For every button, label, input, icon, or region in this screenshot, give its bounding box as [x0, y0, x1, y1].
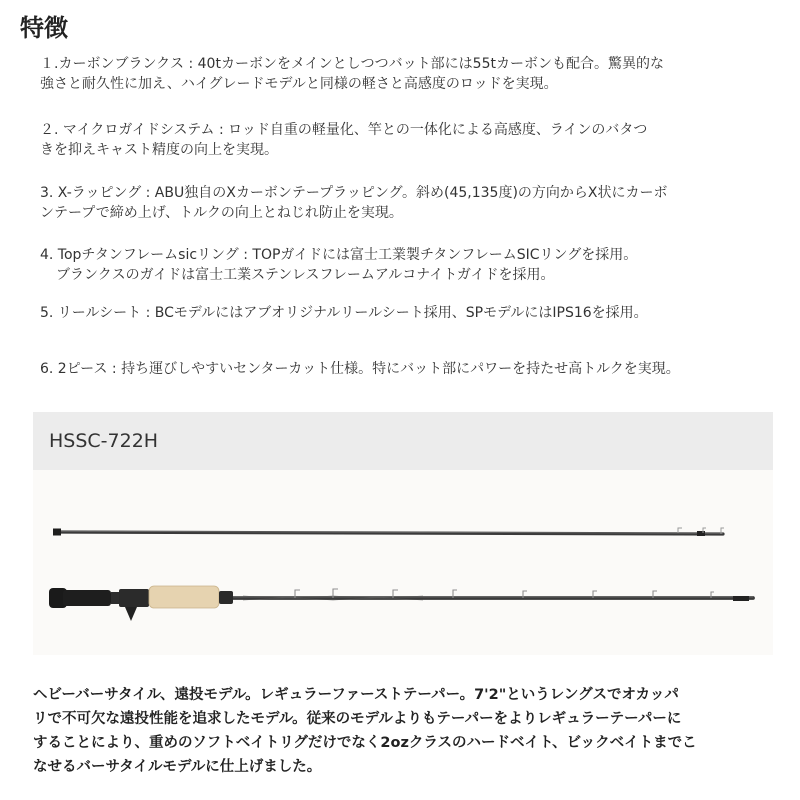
feature-item-1	[40, 54, 780, 94]
description-line: リで不可欠な遠投性能を追求したモデル。従来のモデルよりもテーパーをよりレギュラーテーパーに	[33, 711, 682, 727]
rod-tip-section	[53, 528, 724, 536]
feature-line: ンテープで締め上げ、トルクの向上とねじれ防止を実現。	[40, 205, 403, 221]
feature-item-3	[40, 183, 780, 223]
feature-line: 5. リールシート : BCモデルにはアブオリジナルリールシート採用、SPモデルにはIPS16を採用。	[40, 305, 648, 321]
feature-line: 強さと耐久性に加え、ハイグレードモデルと同様の軽さと高感度のロッドを実現。	[40, 76, 558, 92]
fore-grip	[149, 586, 219, 608]
feature-line: 3. X-ラッピング : ABU独自のXカーボンテープラッピング。斜め(45,135度)の方向からX状にカーボ	[40, 185, 668, 201]
rod-butt-section	[49, 586, 753, 621]
model-header	[33, 412, 773, 470]
feature-item-5	[40, 303, 780, 323]
fishing-rod-illustration	[33, 470, 773, 655]
description-line: なせるバーサタイルモデルに仕上げました。	[33, 759, 322, 775]
model-description	[33, 683, 783, 779]
feature-item-6	[40, 359, 780, 379]
description-line: ヘビーバーサタイル、遠投モデル。レギュラーファーストテーパー。7'2"というレングスでオカッパ	[33, 687, 679, 703]
trigger	[125, 607, 137, 621]
ferrule	[733, 596, 749, 601]
feature-line: きを抑えキャスト精度の向上を実現。	[40, 142, 278, 158]
rod-image	[33, 470, 773, 655]
feature-line: 6. 2ピース : 持ち運びしやすいセンターカット仕様。特にバット部にパワーを持たせ高トルクを実現。	[40, 361, 680, 377]
reel-seat	[119, 589, 149, 607]
feature-line: ２. マイクロガイドシステム : ロッド自重の軽量化、竿との一体化による高感度、ラインのバタつ	[40, 122, 648, 138]
feature-line: 4. Topチタンフレームsicリング : TOPガイドには富士工業製チタンフレームSICリングを採用。	[40, 247, 638, 263]
rear-grip	[63, 590, 111, 606]
model-name: HSSC-722H	[49, 430, 159, 452]
winding-check	[219, 591, 233, 604]
feature-item-2	[40, 120, 780, 160]
ferrule-cap	[53, 529, 61, 536]
tip-wrap	[697, 531, 705, 536]
feature-line: ブランクスのガイドは富士工業ステンレスフレームアルコナイトガイドを採用。	[56, 267, 555, 283]
feature-item-4	[40, 245, 780, 285]
page-title: 特徴	[20, 14, 68, 42]
description-line: することにより、重めのソフトベイトリグだけでなく2ozクラスのハードベイト、ビックベイトまでこ	[33, 735, 697, 751]
feature-line: １.カーボンブランクス : 40tカーボンをメインとしつつバット部には55tカーボンも配合。驚異的な	[40, 56, 664, 72]
